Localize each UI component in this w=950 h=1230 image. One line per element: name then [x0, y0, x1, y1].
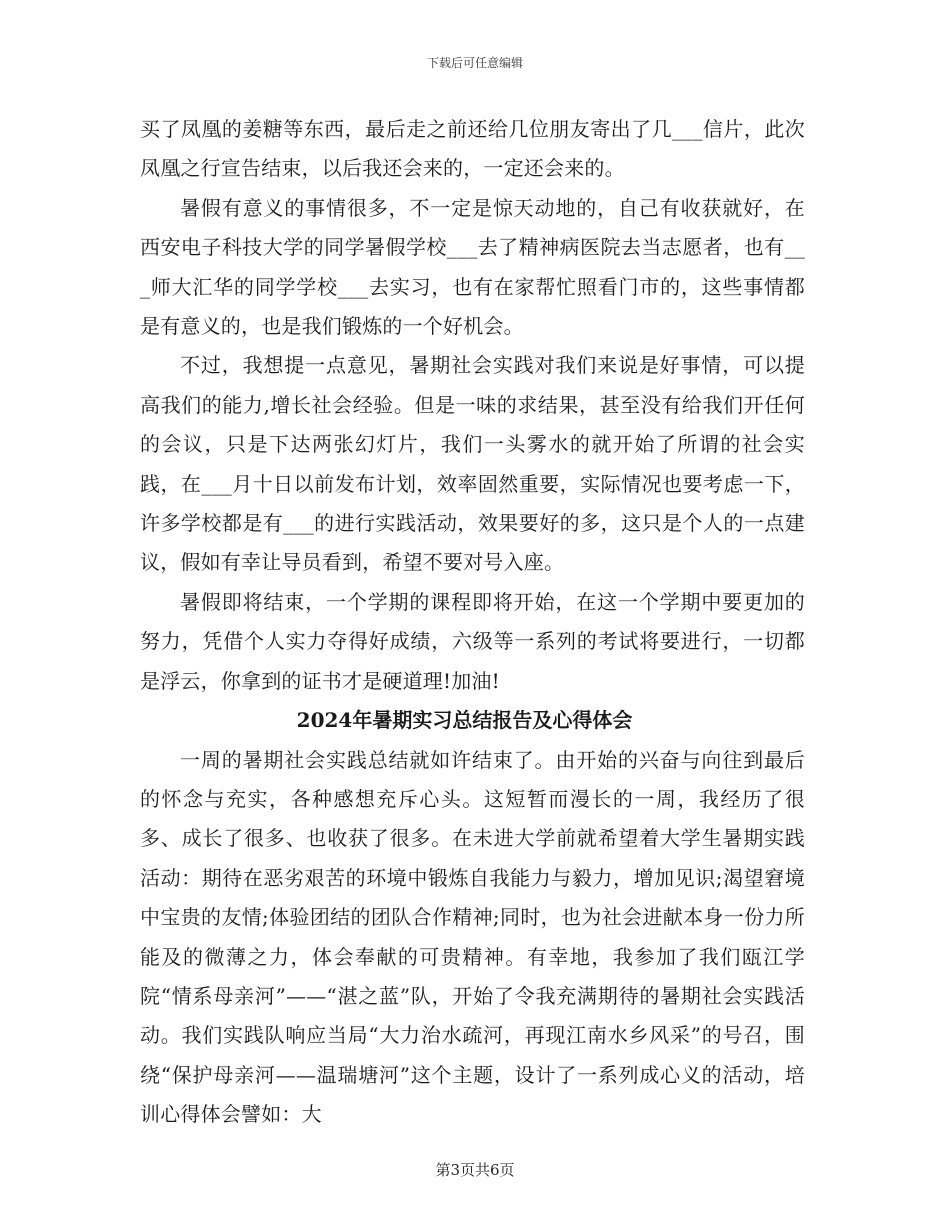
page-number: 第3页共6页 [435, 1161, 515, 1179]
paragraph-summer-meaning: 暑假有意义的事情很多，不一定是惊天动地的，自己有收获就好，在西安电子科技大学的同学暑假学校___去了精神病医院去当志愿者，也有___师大汇华的同学学校___去实习，也有在家帮忙照看门市的，这些事情都是有意义的，也是我们锻炼的一个好机会。 [140, 195, 805, 339]
paragraph-continuation: 买了凤凰的姜糖等东西，最后走之前还给几位朋友寄出了几___信片，此次凤凰之行宣告结束，以后我还会来的，一定还会来的。 [140, 117, 805, 181]
paragraph-practice-summary: 一周的暑期社会实践总结就如许结束了。由开始的兴奋与向往到最后的怀念与充实，各种感想充斥心头。这短暂而漫长的一周，我经历了很多、成长了很多、也收获了很多。在未进大学前就希望着大学生暑期实践活动：期待在恶劣艰苦的环境中锻炼自我能力与毅力，增加见识;渴望窘境中宝贵的友情;体验团结的团队合作精神;同时，也为社会进献本身一份力所能及的微薄之力，体会奉献的可贵精神。有幸地，我参加了我们瓯江学院“情系母亲河”——“湛之蓝”队，开始了令我充满期待的暑期社会实践活动。我们实践队响应当局“大力治水疏河，再现江南水乡风采”的号召，围绕“保护母亲河——温瑞塘河”这个主题，设计了一系列成心义的活动，培训心得体会譬如：大 [140, 747, 805, 1127]
paragraph-suggestion: 不过，我想提一点意见，暑期社会实践对我们来说是好事情，可以提高我们的能力,增长社会经验。但是一味的求结果，甚至没有给我们开任何的会议，只是下达两张幻灯片，我们一头雾水的就开始了所谓的社会实践，在___月十日以前发布计划，效率固然重要，实际情况也要考虑一下，许多学校都是有___的进行实践活动，效果要好的多，这只是个人的一点建议，假如有幸让导员看到，希望不要对号入座。 [140, 353, 805, 575]
page-header: 下载后可任意编辑 [426, 56, 523, 70]
section-title: 2024年暑期实习总结报告及心得体会 [296, 708, 633, 733]
document-body [140, 110, 805, 1135]
paragraph-semester: 暑假即将结束，一个学期的课程即将开始，在这一个学期中要更加的努力，凭借个人实力夺得好成绩，六级等一系列的考试将要进行，一切都是浮云，你拿到的证书才是硬道理!加油! [140, 589, 805, 693]
